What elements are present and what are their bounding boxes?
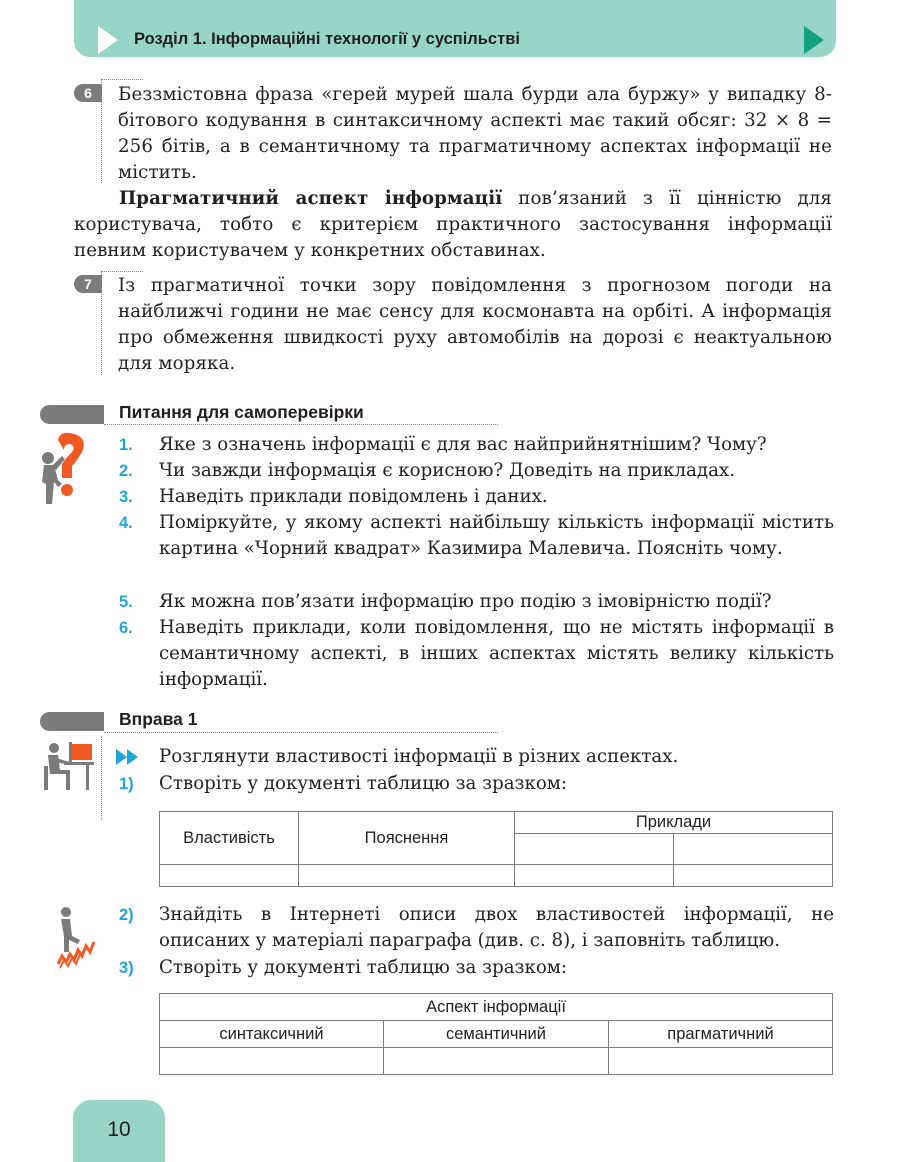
question-number: 4. bbox=[119, 514, 133, 532]
dotted-divider bbox=[101, 271, 102, 375]
example-7-text: Із прагматичної точки зору повідомлення з прогнозом погоди на найближчі години не має сенсу для космонавта на орбіті. А інформація про обмеження швидкості руху автомобілів на дорозі є неактуальною для моряка. bbox=[118, 275, 832, 374]
step-number: 2) bbox=[119, 906, 134, 924]
question-text: Поміркуйте, у якому аспекті найбільшу кількість інформації містить картина «Чорний квадрат» Казимира Малевича. Поясніть чому. bbox=[159, 512, 834, 559]
page-number-tab bbox=[73, 1100, 165, 1162]
question-number: 1. bbox=[119, 436, 133, 454]
thinking-person-question-icon bbox=[36, 432, 96, 506]
table-cell bbox=[299, 865, 515, 887]
question-item bbox=[119, 510, 834, 562]
table-cell bbox=[609, 1048, 833, 1075]
header-cell: Властивість bbox=[160, 812, 299, 865]
exercise-intro bbox=[119, 744, 834, 770]
exercise-step bbox=[119, 771, 834, 797]
exercise-title: Вправа 1 bbox=[119, 709, 198, 729]
question-text: Наведіть приклади повідомлень і даних. bbox=[159, 486, 548, 507]
question-text: Яке з означень інформації є для вас найприйнятнішим? Чому? bbox=[159, 434, 767, 455]
chapter-header bbox=[74, 0, 836, 57]
example-6-text: Беззмістовна фраза «герей мурей шала бурди ала буржу» у випадку 8-бітового кодування в синтаксичному аспекті має такий обсяг: 32 × 8 = 256 бітів, а в семантичному та прагматичному аспектах інформації не містить. bbox=[118, 84, 832, 183]
question-text: Наведіть приклади, коли повідомлення, що не містять інформації в семантичному аспекті, в інших аспектах містять велику кількість інформації. bbox=[159, 617, 834, 690]
question-item bbox=[119, 458, 834, 484]
step-text: Знайдіть в Інтернеті описи двох властивостей інформації, не описаних у матеріалі параграфа (див. с. 8), і заповніть таблицю. bbox=[159, 904, 834, 951]
dotted-divider bbox=[101, 79, 102, 183]
dotted-divider bbox=[101, 79, 143, 80]
properties-table bbox=[159, 811, 833, 887]
table-cell bbox=[515, 834, 674, 865]
table-cell bbox=[384, 1048, 609, 1075]
play-arrow-icon bbox=[804, 26, 824, 54]
question-text: Як можна пов’язати інформацію про подію з імовірністю події? bbox=[159, 591, 772, 612]
pragmatic-term: Прагматичний аспект інформації bbox=[119, 188, 503, 209]
question-number: 5. bbox=[119, 593, 133, 611]
chapter-title: Розділ 1. Інформаційні технології у суспільстві bbox=[134, 30, 520, 48]
dotted-divider bbox=[104, 732, 498, 733]
dotted-divider bbox=[101, 271, 143, 272]
header-cell: Приклади bbox=[515, 812, 833, 834]
step-text: Створіть у документі таблицю за зразком: bbox=[159, 957, 568, 978]
question-number: 6. bbox=[119, 619, 133, 637]
header-cell: Пояснення bbox=[299, 812, 515, 865]
person-walking-steps-icon bbox=[56, 906, 102, 970]
example-number-badge: 7 bbox=[74, 275, 102, 293]
dotted-divider bbox=[101, 736, 102, 820]
section-marker bbox=[40, 405, 104, 424]
aspects-table bbox=[159, 993, 833, 1075]
section-marker bbox=[40, 712, 104, 731]
example-number-badge: 6 bbox=[74, 84, 102, 102]
header-cell: семантичний bbox=[384, 1021, 609, 1048]
header-cell: прагматичний bbox=[609, 1021, 833, 1048]
question-item bbox=[119, 615, 834, 693]
pragmatic-text: пов’язаний з її цінністю для користувача, тобто є критерієм практичного застосування інформації певним користувачем у конкретних обставинах. bbox=[74, 188, 833, 261]
table-cell bbox=[674, 834, 833, 865]
step-number: 3) bbox=[119, 959, 134, 977]
question-text: Чи завжди інформація є корисною? Доведіть на прикладах. bbox=[159, 460, 735, 481]
triangle-arrow-icon bbox=[98, 26, 118, 54]
question-number: 2. bbox=[119, 462, 133, 480]
person-at-computer-icon bbox=[42, 740, 96, 792]
dotted-divider bbox=[104, 424, 498, 425]
exercise-intro-text: Розглянути властивості інформації в різних аспектах. bbox=[159, 746, 679, 767]
question-item bbox=[119, 432, 834, 458]
table-cell bbox=[160, 865, 299, 887]
question-number: 3. bbox=[119, 488, 133, 506]
exercise-step bbox=[119, 955, 834, 981]
pragmatic-definition bbox=[74, 186, 832, 264]
header-cell: синтаксичний bbox=[160, 1021, 384, 1048]
table-cell bbox=[160, 1048, 384, 1075]
step-text: Створіть у документі таблицю за зразком: bbox=[159, 773, 568, 794]
question-item bbox=[119, 589, 834, 615]
exercise-step bbox=[119, 902, 834, 954]
header-cell: Аспект інформації bbox=[160, 994, 833, 1021]
table-cell bbox=[674, 865, 833, 887]
table-cell bbox=[515, 865, 674, 887]
self-check-title: Питання для самоперевірки bbox=[119, 402, 364, 422]
question-item bbox=[119, 484, 834, 510]
step-number: 1) bbox=[119, 775, 134, 793]
page-number: 10 bbox=[107, 1118, 131, 1141]
